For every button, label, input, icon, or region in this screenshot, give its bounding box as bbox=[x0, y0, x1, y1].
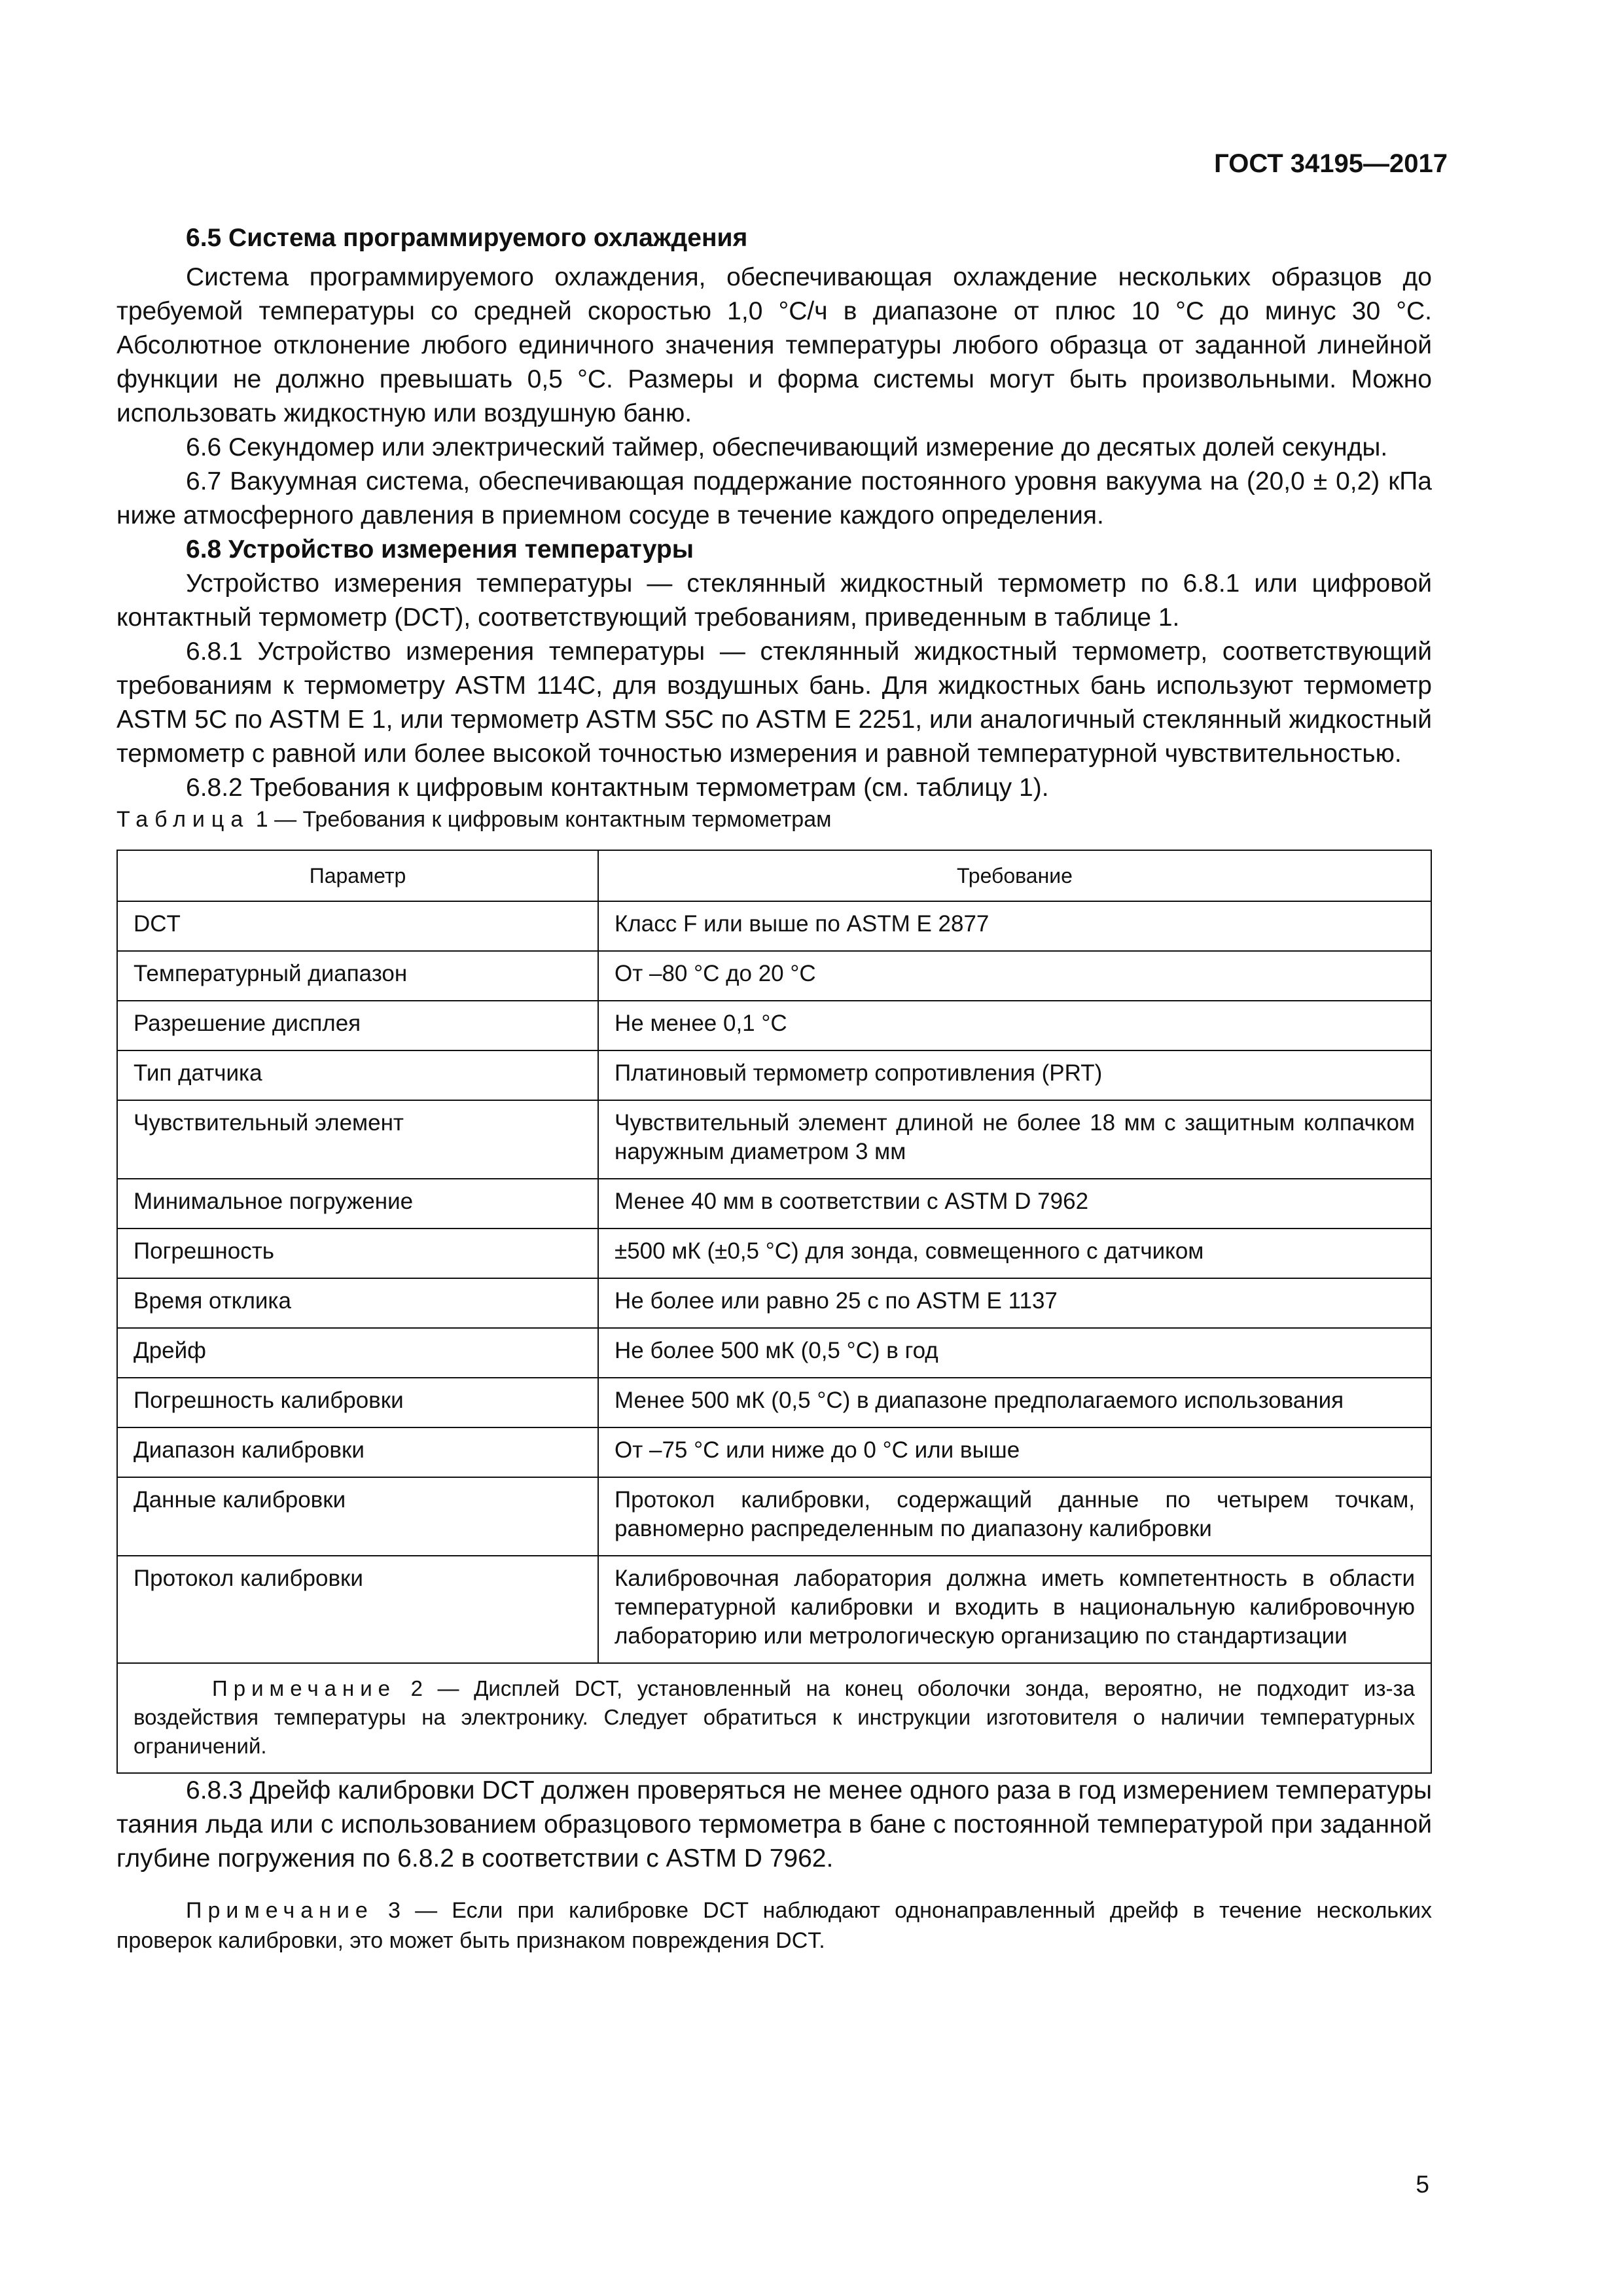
table-row bbox=[117, 1179, 1431, 1229]
table-row bbox=[117, 1100, 1431, 1179]
table-note-label: Примечание bbox=[212, 1676, 397, 1700]
table-caption bbox=[116, 805, 1432, 834]
table-caption-text: 1 — Требования к цифровым контактным термометрам bbox=[249, 807, 832, 832]
table-row bbox=[117, 1328, 1431, 1378]
document-code: ГОСТ 34195—2017 bbox=[1214, 149, 1448, 178]
table-row bbox=[117, 951, 1431, 1001]
table-row bbox=[117, 1427, 1431, 1477]
row-parameter: Время отклика bbox=[117, 1278, 598, 1328]
note-3-label: Примечание bbox=[186, 1898, 374, 1923]
row-parameter: Диапазон калибровки bbox=[117, 1427, 598, 1477]
section-6-8-text: Устройство измерения температуры — стеклянный жидкостный термометр по 6.8.1 или цифровой контактный термометр (DCT), соответствующий требованиям, приведенным в таблице 1. bbox=[116, 569, 1432, 632]
row-requirement: Менее 40 мм в соответствии с ASTM D 7962 bbox=[598, 1179, 1431, 1229]
note-3 bbox=[116, 1895, 1432, 1956]
row-parameter: Минимальное погружение bbox=[117, 1179, 598, 1229]
row-parameter: Температурный диапазон bbox=[117, 951, 598, 1001]
page-number: 5 bbox=[1416, 2171, 1429, 2198]
row-parameter: Данные калибровки bbox=[117, 1477, 598, 1556]
section-6-5-title: 6.5 Система программируемого охлаждения bbox=[186, 224, 748, 252]
table-note-text: 2 — Дисплей DCT, установленный на конец оболочки зонда, вероятно, не подходит из-за воздействия температуры на электронику. Следует обратиться к инструкции изготовителя о наличии температурных ограничений. bbox=[134, 1676, 1415, 1758]
row-parameter: Дрейф bbox=[117, 1328, 598, 1378]
row-parameter: Разрешение дисплея bbox=[117, 1001, 598, 1050]
header-requirement: Требование bbox=[598, 850, 1431, 901]
table-caption-label: Таблица bbox=[116, 807, 250, 832]
row-requirement: Класс F или выше по ASTM E 2877 bbox=[598, 901, 1431, 951]
table-row bbox=[117, 1050, 1431, 1100]
table-row bbox=[117, 1278, 1431, 1328]
table-row bbox=[117, 901, 1431, 951]
row-requirement: Платиновый термометр сопротивления (PRT) bbox=[598, 1050, 1431, 1100]
document-body bbox=[116, 221, 1432, 1956]
row-requirement: От –80 °С до 20 °С bbox=[598, 951, 1431, 1001]
row-requirement: ±500 мК (±0,5 °С) для зонда, совмещенного с датчиком bbox=[598, 1229, 1431, 1278]
note-3-text: 3 — Если при калибровке DCT наблюдают однонаправленный дрейф в течение нескольких проверок калибровки, это может быть признаком повреждения DCT. bbox=[116, 1898, 1432, 1953]
table-note-row bbox=[117, 1663, 1431, 1773]
table-row bbox=[117, 1477, 1431, 1556]
table-header-row bbox=[117, 850, 1431, 901]
section-6-8-3-text: 6.8.3 Дрейф калибровки DCT должен проверяться не менее одного раза в год измерением температуры таяния льда или с использованием образцового термометра в бане с постоянной температурой при заданной глубине погружения по 6.8.2 в соответствии с ASTM D 7962. bbox=[116, 1776, 1432, 1873]
section-6-8-title: 6.8 Устройство измерения температуры bbox=[186, 535, 694, 564]
header-parameter: Параметр bbox=[117, 850, 598, 901]
section-6-8-2-text: 6.8.2 Требования к цифровым контактным термометрам (см. таблицу 1). bbox=[186, 774, 1049, 802]
row-requirement: Чувствительный элемент длиной не более 18 мм с защитным колпачком наружным диаметром 3 мм bbox=[598, 1100, 1431, 1179]
requirements-table bbox=[116, 850, 1432, 1774]
row-parameter: Чувствительный элемент bbox=[117, 1100, 598, 1179]
row-requirement: Не более или равно 25 с по ASTM E 1137 bbox=[598, 1278, 1431, 1328]
table-row bbox=[117, 1229, 1431, 1278]
table-row bbox=[117, 1001, 1431, 1050]
row-parameter: Тип датчика bbox=[117, 1050, 598, 1100]
row-requirement: От –75 °С или ниже до 0 °С или выше bbox=[598, 1427, 1431, 1477]
row-parameter: Погрешность bbox=[117, 1229, 598, 1278]
table-row bbox=[117, 1556, 1431, 1663]
row-requirement: Калибровочная лаборатория должна иметь компетентность в области температурной калибровки и входить в национальную калибровочную лабораторию или метрологическую организацию по стандартизации bbox=[598, 1556, 1431, 1663]
section-6-5-text: Система программируемого охлаждения, обеспечивающая охлаждение нескольких образцов до требуемой температуры со средней скоростью 1,0 °С/ч в диапазоне от плюс 10 °С до минус 30 °С. Абсолютное отклонение любого единичного значения температуры любого образца от заданной линейной функции не должно превышать 0,5 °С. Размеры и форма системы могут быть произвольными. Можно использовать жидкостную или воздушную баню. bbox=[116, 263, 1432, 427]
table-row bbox=[117, 1378, 1431, 1427]
row-requirement: Протокол калибровки, содержащий данные по четырем точкам, равномерно распределенным по диапазону калибровки bbox=[598, 1477, 1431, 1556]
section-6-8-1-text: 6.8.1 Устройство измерения температуры — стеклянный жидкостный термометр, соответствующий требованиям к термометру ASTM 114C, для воздушных бань. Для жидкостных бань используют термометр ASTM 5C по ASTM E 1, или термометр ASTM S5C по ASTM E 2251, или аналогичный стеклянный жидкостный термометр с равной или более высокой точностью измерения и равной температурной чувствительностью. bbox=[116, 637, 1432, 768]
section-6-7-text: 6.7 Вакуумная система, обеспечивающая поддержание постоянного уровня вакуума на (20,0 ± 0,2) кПа ниже атмосферного давления в приемном сосуде в течение каждого определения. bbox=[116, 467, 1432, 529]
row-requirement: Не менее 0,1 °С bbox=[598, 1001, 1431, 1050]
row-parameter: Погрешность калибровки bbox=[117, 1378, 598, 1427]
row-requirement: Менее 500 мК (0,5 °С) в диапазоне предполагаемого использования bbox=[598, 1378, 1431, 1427]
row-parameter: Протокол калибровки bbox=[117, 1556, 598, 1663]
row-parameter: DCT bbox=[117, 901, 598, 951]
row-requirement: Не более 500 мК (0,5 °С) в год bbox=[598, 1328, 1431, 1378]
table-note bbox=[117, 1663, 1431, 1773]
section-6-6-text: 6.6 Секундомер или электрический таймер, обеспечивающий измерение до десятых долей секунды. bbox=[186, 433, 1388, 461]
